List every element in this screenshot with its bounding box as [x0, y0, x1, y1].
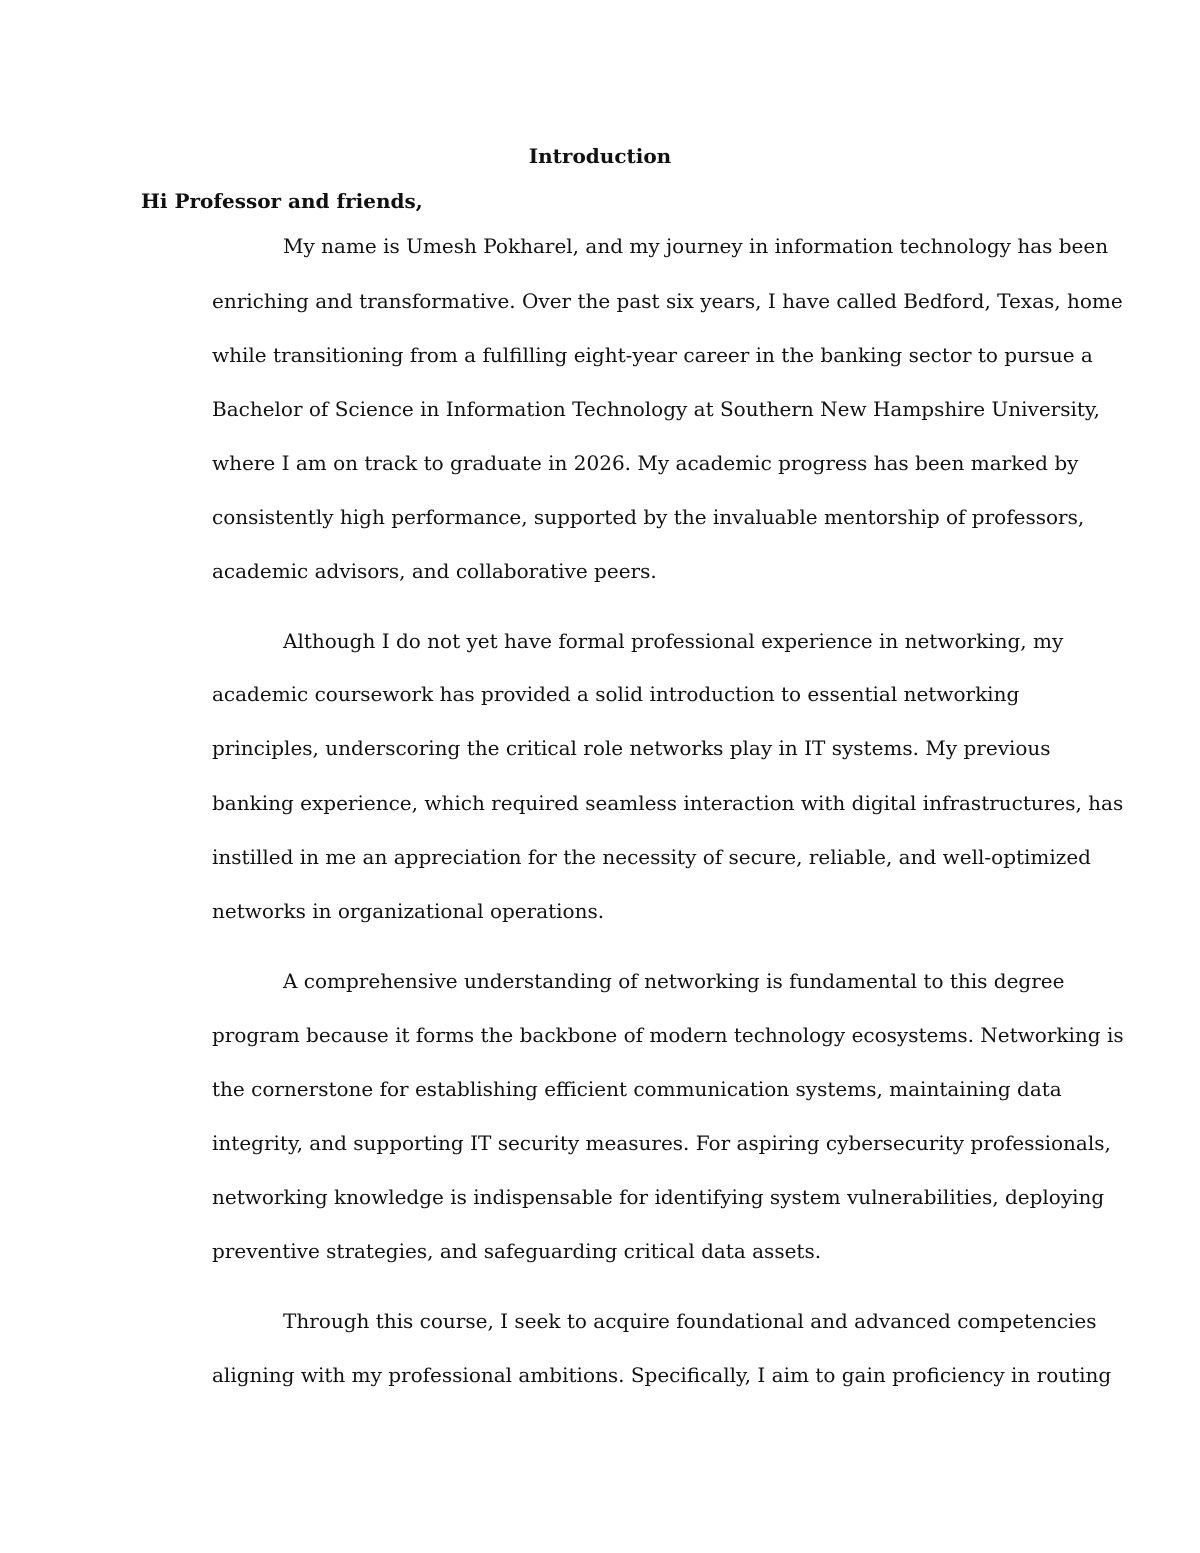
paragraph-3-line-3: the cornerstone for establishing efficient communication systems, maintaining data — [212, 1077, 1062, 1101]
greeting: Hi Professor and friends, — [141, 189, 423, 213]
paragraph-1-line-2: enriching and transformative. Over the past six years, I have called Bedford, Texas, home — [212, 289, 1123, 313]
paragraph-1-line-5: where I am on track to graduate in 2026. My academic progress has been marked by — [212, 451, 1079, 475]
paragraph-3-line-2: program because it forms the backbone of modern technology ecosystems. Networking is — [212, 1023, 1124, 1047]
paragraph-3-line-1: A comprehensive understanding of networking is fundamental to this degree — [283, 969, 1065, 993]
paragraph-4-line-1: Through this course, I seek to acquire foundational and advanced competencies — [283, 1309, 1097, 1333]
paragraph-2-line-3: principles, underscoring the critical role networks play in IT systems. My previous — [212, 736, 1051, 760]
paragraph-2-line-2: academic coursework has provided a solid introduction to essential networking — [212, 682, 1020, 706]
paragraph-1-line-3: while transitioning from a fulfilling eight-year career in the banking sector to pursue a — [212, 343, 1093, 367]
paragraph-1-line-7: academic advisors, and collaborative peers. — [212, 559, 657, 583]
paragraph-3-line-6: preventive strategies, and safeguarding critical data assets. — [212, 1239, 822, 1263]
paragraph-3-line-5: networking knowledge is indispensable for identifying system vulnerabilities, deploying — [212, 1185, 1105, 1209]
paragraph-2-line-6: networks in organizational operations. — [212, 899, 605, 923]
paragraph-1-line-6: consistently high performance, supported by the invaluable mentorship of professors, — [212, 505, 1085, 529]
paragraph-4-line-2: aligning with my professional ambitions. Specifically, I aim to gain proficiency in routing — [212, 1363, 1112, 1387]
paragraph-2-line-4: banking experience, which required seamless interaction with digital infrastructures, has — [212, 791, 1124, 815]
paragraph-1-line-4: Bachelor of Science in Information Technology at Southern New Hampshire University, — [212, 397, 1100, 421]
paragraph-2-line-1: Although I do not yet have formal professional experience in networking, my — [283, 629, 1064, 653]
paragraph-1-line-1: My name is Umesh Pokharel, and my journey in information technology has been — [283, 234, 1109, 258]
paragraph-2-line-5: instilled in me an appreciation for the necessity of secure, reliable, and well-optimized — [212, 845, 1091, 869]
document-title: Introduction — [528, 144, 672, 168]
paragraph-3-line-4: integrity, and supporting IT security measures. For aspiring cybersecurity professionals, — [212, 1131, 1111, 1155]
